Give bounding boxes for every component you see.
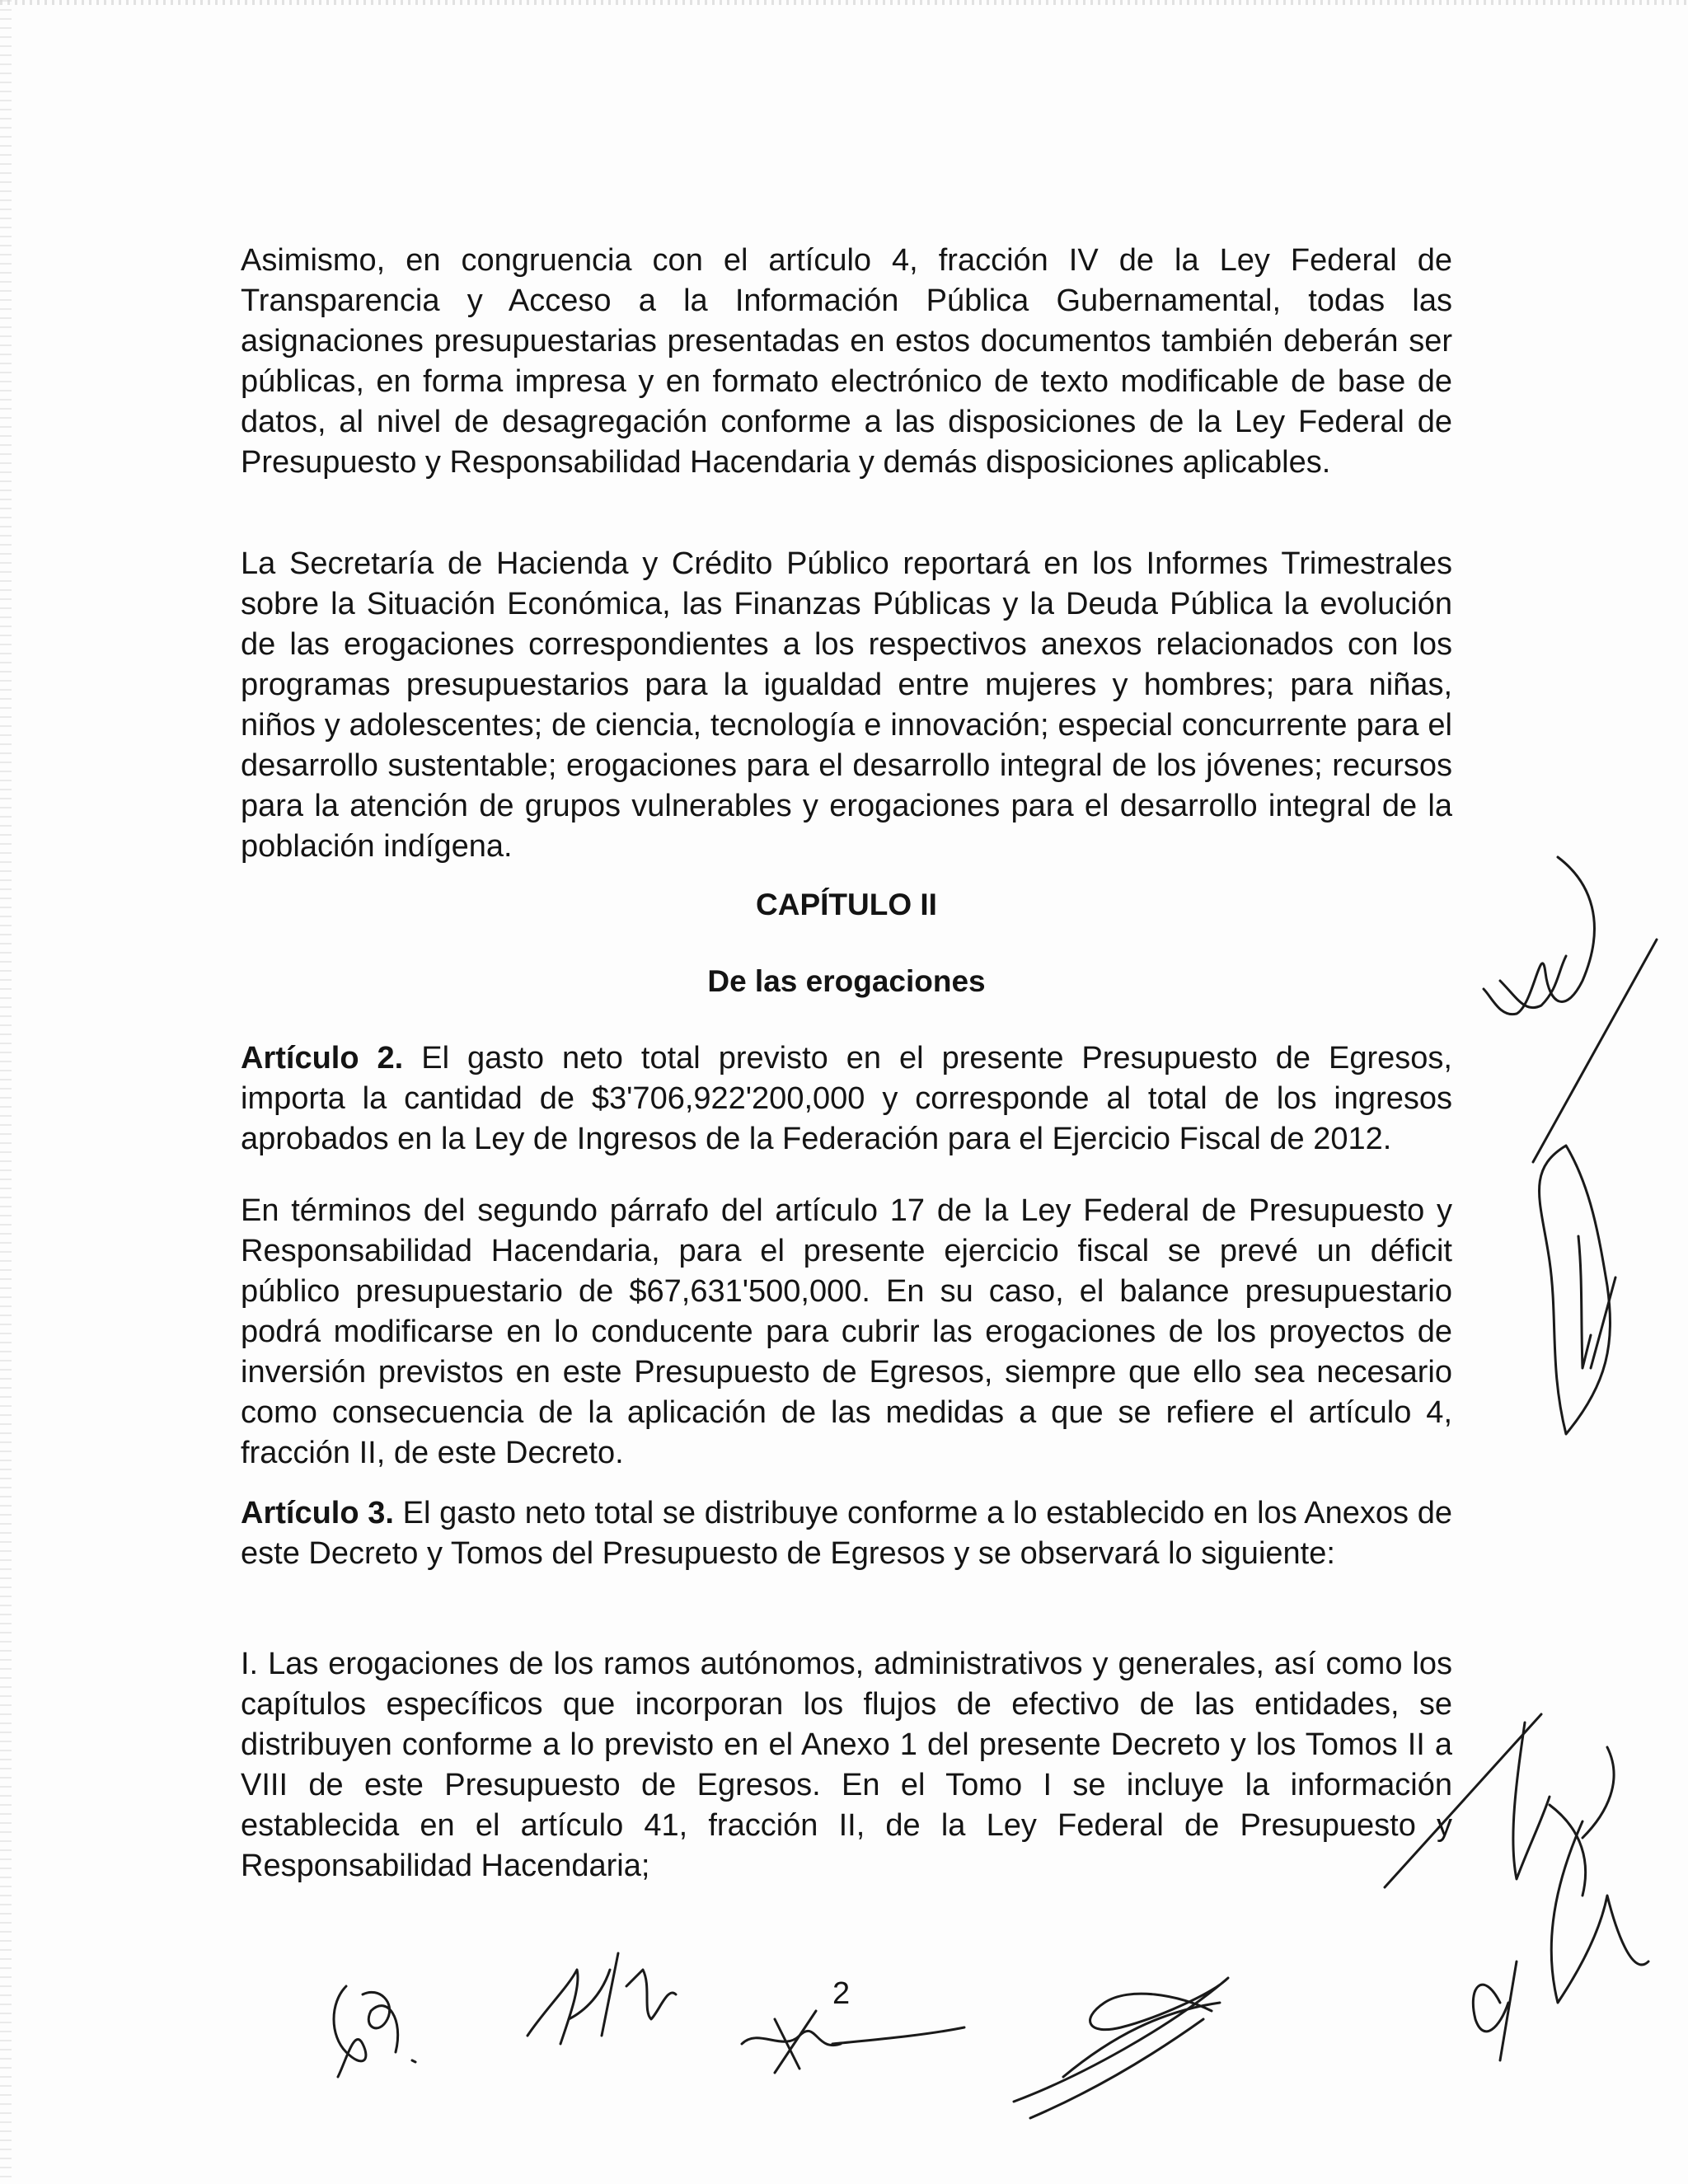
bottom-signature-3: [725, 1994, 973, 2085]
margin-signature-bottom: [1335, 1690, 1681, 2069]
paragraph-quarterly-reports: La Secretaría de Hacienda y Crédito Público reportará en los Informes Trimestrales sobre la Situación Económica, las Finanzas Públicas y la Deuda Pública la evolución de las erogaciones correspondientes a los respectivos anexos relacionados con los programas presupuestarios para la igualdad entre mujeres y hombres; para niñas, niños y adolescentes; de ciencia, tecnología e innovación; especial concurrente para el desarrollo sustentable; erogaciones para el desarrollo integral de los jóvenes; recursos para la atención de grupos vulnerables y erogaciones para el desarrollo integral de la población indígena.: [241, 546, 1452, 864]
chapter-title: CAPÍTULO II: [756, 888, 937, 921]
page-number: 2: [832, 1976, 851, 2011]
bottom-signature-2: [511, 1937, 701, 2060]
article-2: [241, 1038, 1452, 1160]
paragraph-deficit: En términos del segundo párrafo del artículo 17 de la Ley Federal de Presupuesto y Responsabilidad Hacendaria, para el presente ejercicio fiscal se prevé un déficit público presupuestario de $67,631'500,000. En su caso, el balance presupuestario podrá modificarse en lo conducente para cubrir las erogaciones de los proyectos de inversión previstos en este Presupuesto de Egresos, siempre que ello sea necesario como consecuencia de la aplicación de las medidas a que se refiere el artículo 4, fracción II, de este Decreto.: [241, 1193, 1452, 1470]
article-2-label: Artículo 2.: [241, 1041, 404, 1076]
article-3-text: El gasto neto total se distribuye conforme a lo establecido en los Anexos de este Decreto y Tomos del Presupuesto de Egresos y se observará lo siguiente:: [241, 1496, 1452, 1571]
paragraph-section-i: I. Las erogaciones de los ramos autónomos, administrativos y generales, así como los capítulos específicos que incorporan los flujos de efectivo de las entidades, se distribuyen conforme a lo previsto en el Anexo 1 del presente Decreto y los Tomos II a VIII de este Presupuesto de Egresos. En el Tomo I se incluye la información establecida en el artículo 41, fracción II, de la Ley Federal de Presupuesto y Responsabilidad Hacendaria;: [241, 1647, 1452, 1883]
article-3: [241, 1493, 1452, 1574]
bottom-signature-4: [964, 1961, 1245, 2126]
paragraph-transparency: Asimismo, en congruencia con el artículo 4, fracción IV de la Ley Federal de Transparencia y Acceso a la Información Pública Gubernamental, todas las asignaciones presupuestarias presentadas en estos documentos también deberán ser públicas, en forma impresa y en formato electrónico de texto modificable de base de datos, al nivel de desagregación conforme a las disposiciones de la Ley Federal de Presupuesto y Responsabilidad Hacendaria y demás disposiciones aplicables.: [241, 243, 1452, 480]
scan-edge-top: [0, 0, 1688, 5]
article-3-label: Artículo 3.: [241, 1496, 394, 1530]
margin-signature-middle: [1517, 1137, 1681, 1451]
bottom-signature-1: [313, 1970, 437, 2085]
article-2-text: El gasto neto total previsto en el presente Presupuesto de Egresos, importa la cantidad de $3'706,922'200,000 y corresponde al total de los ingresos aprobados en la Ley de Ingresos de la Federación para el Ejercicio Fiscal de 2012.: [241, 1041, 1452, 1156]
chapter-subtitle: De las erogaciones: [707, 964, 986, 998]
scan-edge-left: [0, 0, 12, 2184]
